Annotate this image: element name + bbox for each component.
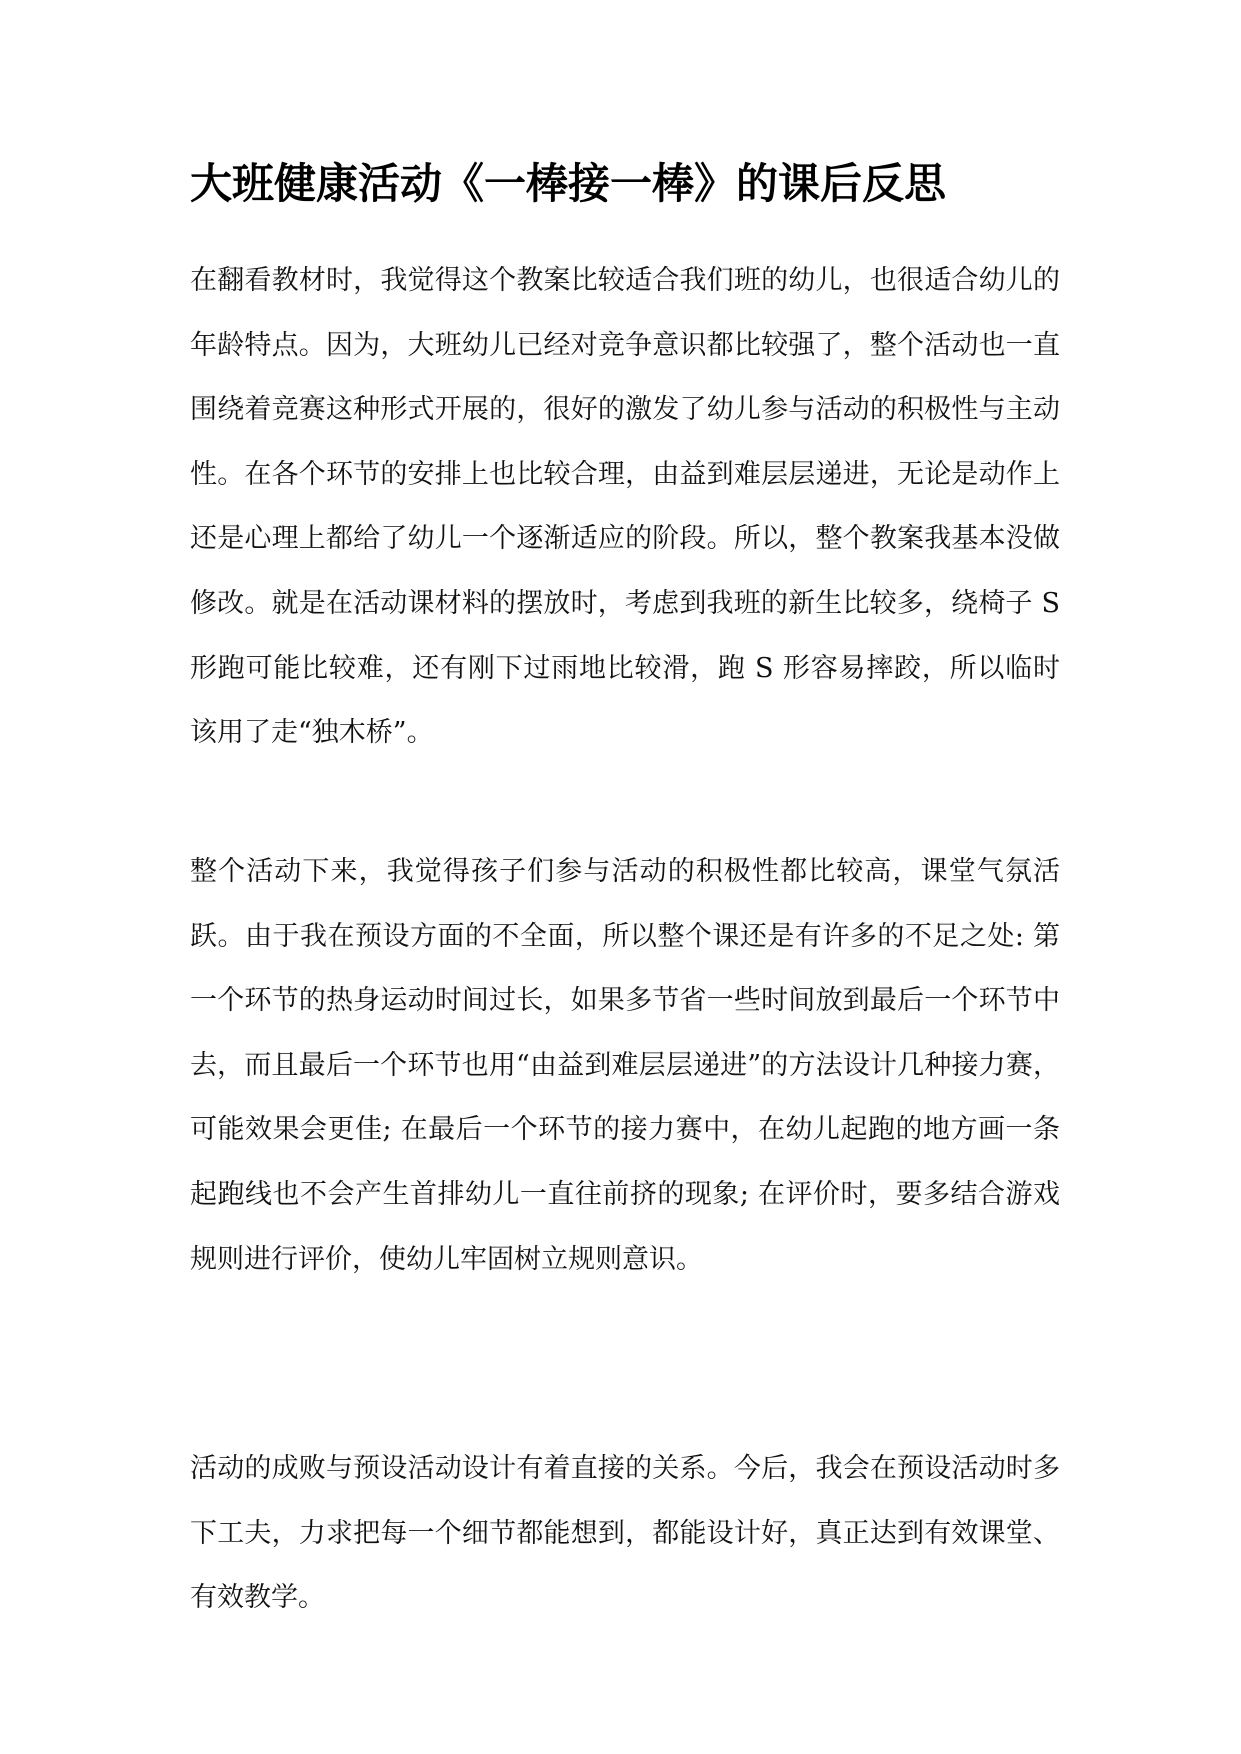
paragraph: 活动的成败与预设活动设计有着直接的关系。今后，我会在预设活动时多下工夫，力求把每一个细节都能想到，都能设计好，真正达到有效课堂、有效教学。 bbox=[190, 1453, 1060, 1614]
paragraph: 在翻看教材时，我觉得这个教案比较适合我们班的幼儿，也很适合幼儿的年龄特点。因为，大班幼儿已经对竞争意识都比较强了，整个活动也一直围绕着竞赛这种形式开展的，很好的激发了幼儿参与活动的积极性与主动性。在各个环节的安排上也比较合理，由益到难层层递进，无论是动作上还是心理上都给了幼儿一个逐渐适应的阶段。所以，整个教案我基本没做修改。就是在活动课材料的摆放时，考虑到我班的新生比较多，绕椅子 S 形跑可能比较难，还有刚下过雨地比较滑，跑 S 形容易摔跤，所以临时该用了走“独木桥”。 bbox=[190, 265, 1060, 749]
paragraph: 整个活动下来，我觉得孩子们参与活动的积极性都比较高，课堂气氛活跃。由于我在预设方面的不全面，所以整个课还是有许多的不足之处: 第一个环节的热身运动时间过长，如果多节省一些时间放到最后一个环节中去，而且最后一个环节也用“由益到难层层递进”的方法设计几种接力赛，可能效果会更佳; 在最后一个环节的接力赛中，在幼儿起跑的地方画一条起跑线也不会产生首排幼儿一直往前挤的现象; 在评价时，要多结合游戏规则进行评价，使幼儿牢固树立规则意识。 bbox=[190, 856, 1060, 1275]
document-title: 大班健康活动《一棒接一棒》的课后反思 bbox=[190, 159, 947, 208]
